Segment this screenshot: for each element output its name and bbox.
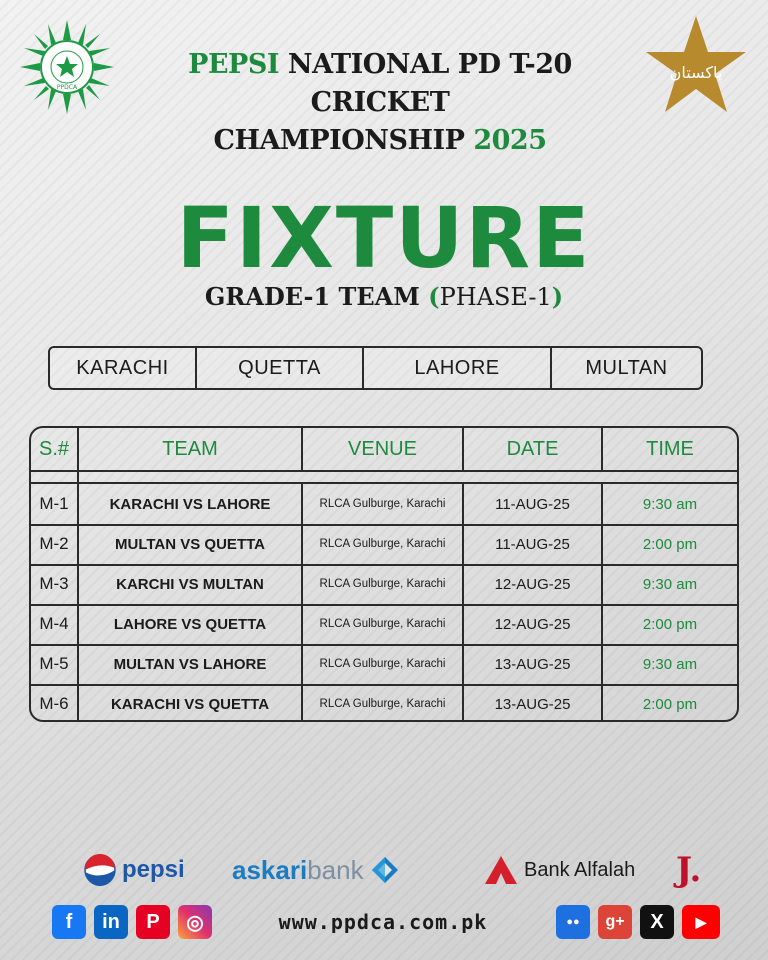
ppdca-logo [18, 18, 116, 116]
cell-date: 11-AUG-25 [464, 524, 603, 564]
table-row [31, 484, 737, 526]
x-icon[interactable]: X [640, 905, 674, 939]
cell-team: MULTAN VS QUETTA [79, 524, 303, 564]
j-wordmark: J. [676, 850, 702, 890]
cell-sn: M-1 [31, 484, 79, 524]
teams-bar [48, 346, 703, 390]
cell-team: LAHORE VS QUETTA [79, 604, 303, 644]
page-title: PEPSI NATIONAL PD T-20 CRICKET CHAMPIONSHIP 2025 [188, 49, 572, 156]
cell-venue: RLCA Gulburge, Karachi [303, 604, 464, 644]
header-sn: S.# [31, 428, 79, 470]
table-row [31, 604, 737, 646]
cell-date: 11-AUG-25 [464, 484, 603, 524]
star-text: پاکستان [669, 63, 723, 82]
cell-venue: RLCA Gulburge, Karachi [303, 684, 464, 722]
instagram-icon[interactable]: ◎ [178, 905, 212, 939]
youtube-icon[interactable]: ▶ [682, 905, 720, 939]
cell-team: MULTAN VS LAHORE [79, 644, 303, 684]
alfalah-emblem-icon [484, 855, 518, 885]
pepsi-logo [84, 850, 185, 890]
header-time: TIME [646, 437, 694, 460]
j-logo [676, 850, 701, 890]
cell-sn: M-4 [31, 604, 79, 644]
askari-wordmark: askari [232, 854, 308, 885]
header-spacer [31, 472, 737, 484]
cell-sn: M-2 [31, 524, 79, 564]
cell-sn: M-3 [31, 564, 79, 604]
header-date: DATE [464, 428, 603, 470]
table-row [31, 644, 737, 686]
team-quetta: QUETTA [197, 348, 364, 388]
logo-text: PPDCA [56, 84, 78, 91]
flickr-icon[interactable]: ●● [556, 905, 590, 939]
team-multan: MULTAN [585, 356, 668, 379]
cell-date: 13-AUG-25 [464, 684, 603, 722]
cell-time: 2:00 pm [642, 695, 698, 713]
cell-time: 9:30 am [642, 575, 698, 593]
cell-team: KARACHI VS LAHORE [79, 484, 303, 524]
facebook-icon[interactable]: f [52, 905, 86, 939]
bank-alfalah-wordmark: Bank Alfalah [524, 858, 636, 881]
cell-date: 12-AUG-25 [464, 564, 603, 604]
fixture-table [29, 426, 739, 722]
table-row [31, 684, 737, 722]
pakistan-star-logo [642, 14, 750, 120]
table-row [31, 564, 737, 606]
cell-team: KARCHI VS MULTAN [79, 564, 303, 604]
cell-sn: M-5 [31, 644, 79, 684]
cell-venue: RLCA Gulburge, Karachi [303, 644, 464, 684]
cell-time: 9:30 am [642, 495, 698, 513]
team-lahore: LAHORE [364, 348, 552, 388]
cell-date: 12-AUG-25 [464, 604, 603, 644]
bank-wordmark: bank [307, 854, 364, 885]
cell-date: 13-AUG-25 [464, 644, 603, 684]
website-url[interactable]: www.ppdca.com.pk [278, 910, 488, 934]
social-links-left [52, 905, 212, 939]
linkedin-icon[interactable]: in [94, 905, 128, 939]
pepsi-globe-icon [84, 854, 116, 886]
fixture-heading: FIXTURE [176, 189, 592, 287]
google-plus-icon[interactable]: g+ [598, 905, 632, 939]
header-venue: VENUE [303, 428, 464, 470]
header-team: TEAM [79, 428, 303, 470]
bank-alfalah-logo [484, 850, 635, 890]
cell-sn: M-6 [31, 684, 79, 722]
cell-time: 2:00 pm [642, 615, 698, 633]
askari-emblem-icon [370, 855, 400, 885]
table-header [31, 428, 737, 472]
cell-team: KARACHI VS QUETTA [79, 684, 303, 722]
cell-time: 2:00 pm [642, 535, 698, 553]
pepsi-wordmark: pepsi [122, 856, 185, 883]
fixture-subtitle: GRADE-1 TEAM (PHASE-1) [204, 282, 564, 311]
table-row [31, 524, 737, 566]
cell-venue: RLCA Gulburge, Karachi [303, 484, 464, 524]
pinterest-icon[interactable]: P [136, 905, 170, 939]
social-links-right [556, 905, 720, 939]
team-karachi: KARACHI [50, 348, 197, 388]
cell-venue: RLCA Gulburge, Karachi [303, 564, 464, 604]
cell-venue: RLCA Gulburge, Karachi [303, 524, 464, 564]
askari-bank-logo [232, 850, 400, 890]
cell-time: 9:30 am [642, 655, 698, 673]
